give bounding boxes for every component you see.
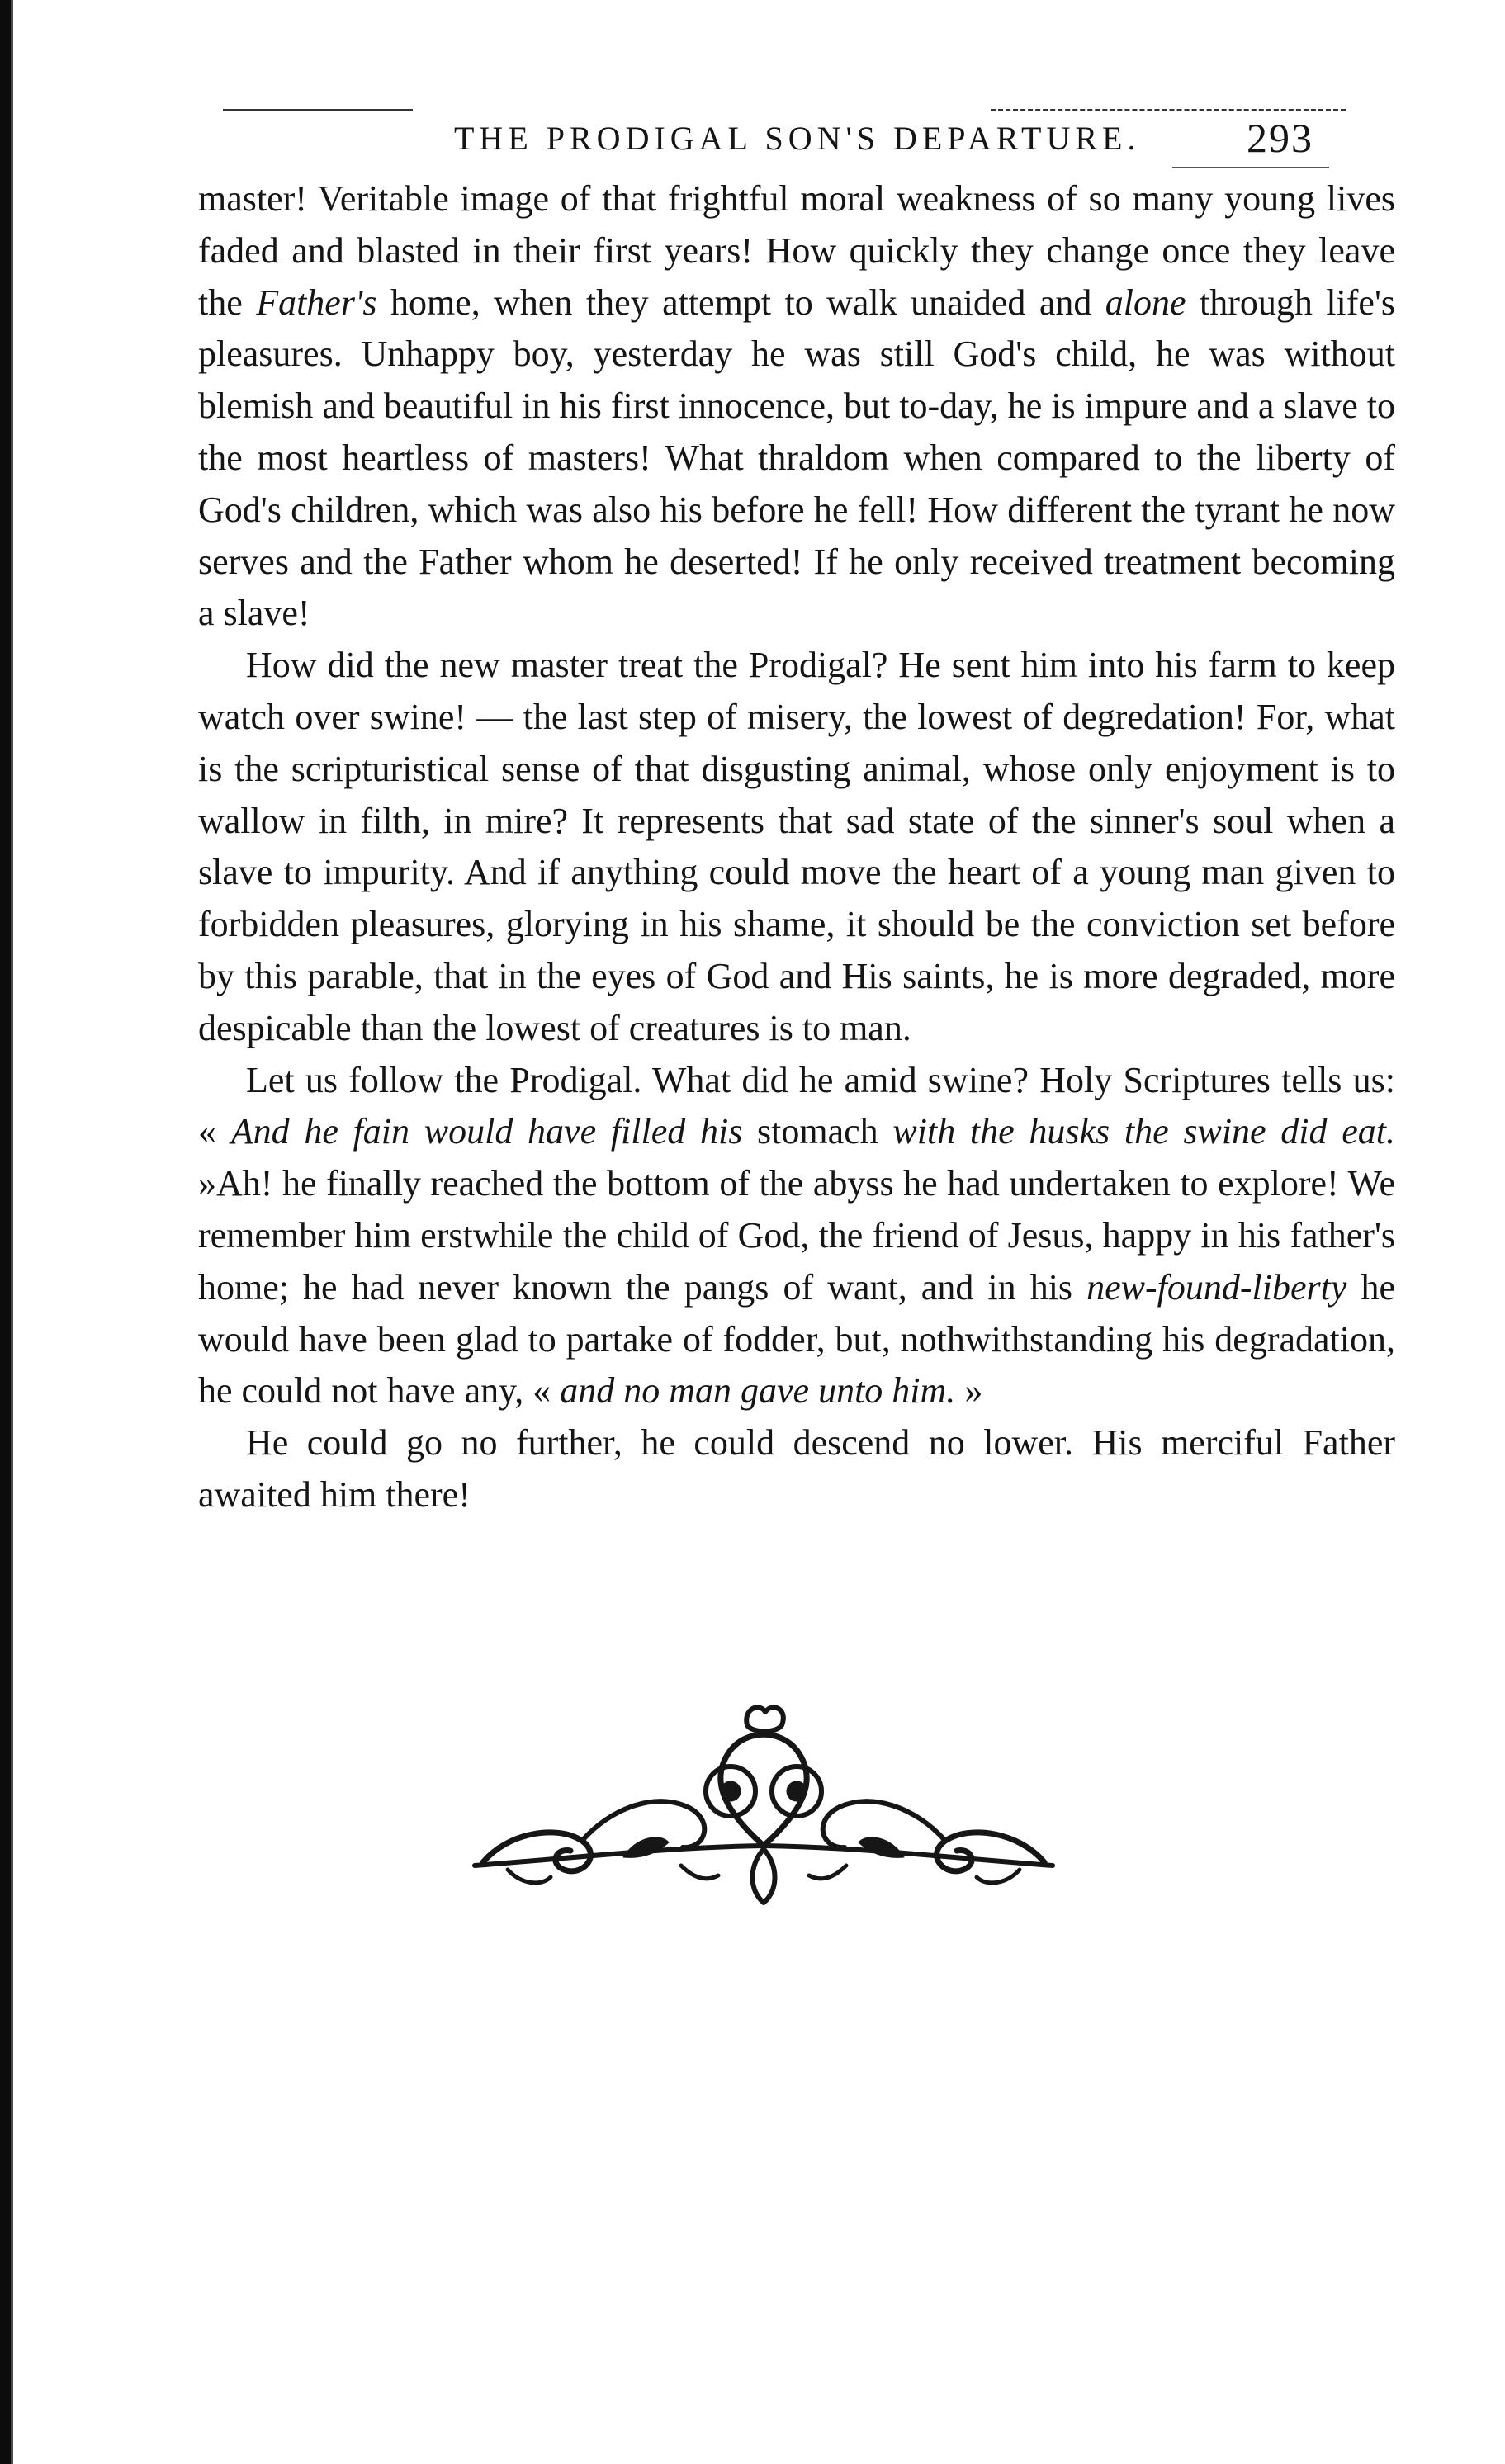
running-head-title: THE PRODIGAL SON'S DEPARTURE. [454,120,1141,157]
text-run: master! Veritable image of that frightful moral weakness of so many young lives faded and blasted in their first years! How quickly they change once they leave the [198,178,1395,323]
text-run: »Ah! he finally reached the bottom of the abyss he had undertaken to explore! We remember him erstwhile the child of God, the friend of Jesus, happy in his father's home; he had never known the pangs of want, and in his [198,1163,1395,1308]
italic-text: Father's [256,281,377,323]
text-run: How did the new master treat the Prodigal? He sent him into his farm to keep watch over swine! — the last step of misery, the lowest of degredation! For, what is the scripturistical sense of that disgusting animal, whose only enjoyment is to wallow in filth, in mire? It represents that sad state of the sinner's soul when a slave to impurity. And if anything could move the heart of a young man given to forbidden pleasures, glorying in his shame, it should be the conviction set before by this parable, that in the eyes of God and His saints, he is more degraded, more despicable than the lowest of creatures is to man. [198,645,1395,1048]
running-head [198,91,1395,161]
text-run: » [955,1370,983,1412]
paragraph-2 [198,640,1395,1054]
italic-text: new-found-liberty [1086,1266,1347,1308]
page-number-underline [1172,167,1329,168]
text-run: stomach [742,1111,893,1152]
paragraph-4 [198,1417,1395,1521]
paragraph-3 [198,1055,1395,1418]
book-page [198,91,1395,1521]
page-binding-edge [0,0,11,2464]
header-rule-right [991,109,1346,111]
floral-ornament-icon [458,1700,1069,1915]
italic-text: And he fain would have filled his [230,1111,743,1152]
body-text [198,173,1395,1521]
header-rule-left [223,109,413,111]
text-run: He could go no further, he could descend no lower. His merciful Father awaited him there! [198,1422,1395,1515]
text-run: he would have been glad to partake of fodder, but, nothwithstanding his degradation, he could not have any, « [198,1266,1395,1412]
text-run: home, when they attempt to walk unaided and [376,281,1105,323]
italic-text: with the husks the swine did eat. [892,1111,1396,1152]
text-run: through life's pleasures. Unhappy boy, yesterday he was still God's child, he was without blemish and beautiful in his first innocence, but to-day, he is impure and a slave to the most heartless of masters! What thraldom when compared to the liberty of God's children, which was also his before he fell! How different the tyrant he now serves and the Father whom he deserted! If he only received treatment becoming a slave! [198,281,1396,634]
italic-text: and no man gave unto him. [560,1370,956,1412]
text-run: Let us follow the Prodigal. What did he amid swine? Holy Scriptures tells us: « [198,1059,1395,1152]
page-binding-shadow [11,0,13,2464]
page-number: 293 [1247,115,1313,161]
paragraph-1 [198,173,1395,640]
italic-text: alone [1105,281,1186,323]
